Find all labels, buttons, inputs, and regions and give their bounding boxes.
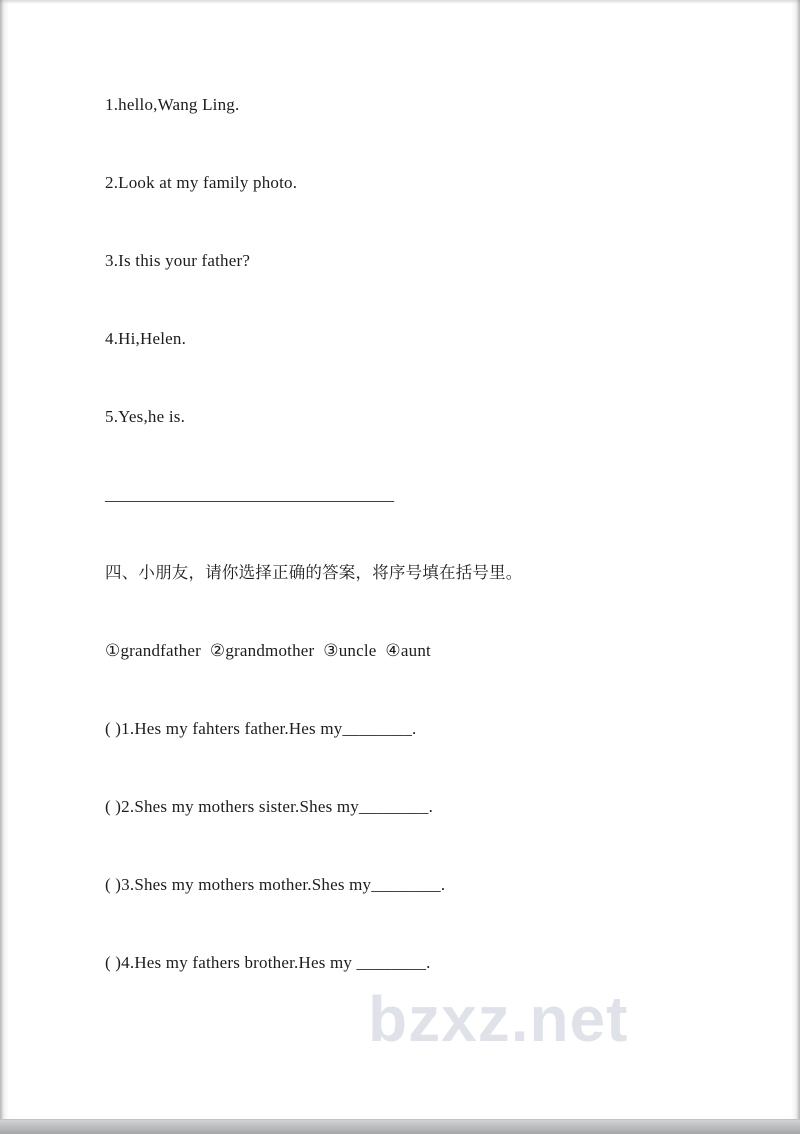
sentence-line-1: 1.hello,Wang Ling. [105,95,240,114]
page-edge-bottom [0,1119,800,1134]
question-line-4: ( )4.Hes my fathers brother.Hes my ________. [105,953,431,972]
page-edge-left [0,0,9,1134]
sentence-line-4: 4.Hi,Helen. [105,329,187,348]
sentence-line-3: 3.Is this your father? [105,251,251,270]
page-edge-top [0,0,800,4]
word-bank-line: ①grandfather ②grandmother ③uncle ④aunt [105,641,431,660]
answer-blank-line: __________________________________ [105,485,394,504]
section-heading: 四、小朋友，请你选择正确的答案，将序号填在括号里。 [105,563,523,582]
site-watermark: bzxz.net [368,983,629,1055]
question-line-2: ( )2.Shes my mothers sister.Shes my________. [105,797,434,816]
page-edge-right [791,0,800,1134]
question-line-1: ( )1.Hes my fahters father.Hes my________. [105,719,417,738]
sentence-line-2: 2.Look at my family photo. [105,173,298,192]
sentence-line-5: 5.Yes,he is. [105,407,186,426]
question-line-3: ( )3.Shes my mothers mother.Shes my________. [105,875,446,894]
